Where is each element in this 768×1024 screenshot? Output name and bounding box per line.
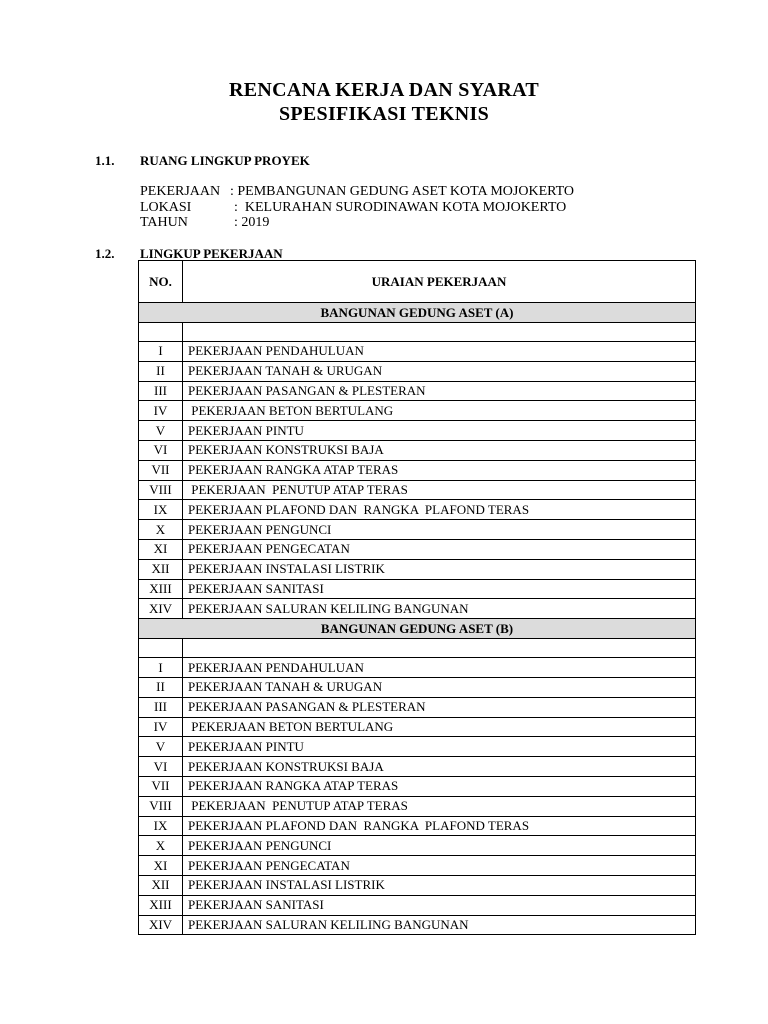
header-no: NO. xyxy=(139,261,183,303)
item-number: VI xyxy=(139,440,183,460)
table-row xyxy=(139,401,696,421)
table-row xyxy=(139,875,696,895)
table-row xyxy=(139,342,696,362)
section-title: RUANG LINGKUP PROYEK xyxy=(140,153,310,168)
item-number: IV xyxy=(139,717,183,737)
item-number: VIII xyxy=(139,796,183,816)
item-number: VI xyxy=(139,757,183,777)
group-title: BANGUNAN GEDUNG ASET (B) xyxy=(139,619,696,639)
table-row xyxy=(139,480,696,500)
item-description: PEKERJAAN PENDAHULUAN xyxy=(183,342,696,362)
item-description: PEKERJAAN PLAFOND DAN RANGKA PLAFOND TERAS xyxy=(183,816,696,836)
item-description: PEKERJAAN RANGKA ATAP TERAS xyxy=(183,776,696,796)
item-number: III xyxy=(139,697,183,717)
item-number: XIV xyxy=(139,915,183,935)
document-title-line1: RENCANA KERJA DAN SYARAT xyxy=(228,79,540,101)
document-title-line2: SPESIFIKASI TEKNIS xyxy=(278,103,490,125)
item-description: PEKERJAAN INSTALASI LISTRIK xyxy=(183,559,696,579)
item-description: PEKERJAAN SALURAN KELILING BANGUNAN xyxy=(183,599,696,619)
section-number: 1.1. xyxy=(95,153,115,168)
blank-cell xyxy=(139,323,183,342)
item-number: XIV xyxy=(139,599,183,619)
table-row xyxy=(139,776,696,796)
table-row xyxy=(139,500,696,520)
table-blank-row xyxy=(139,639,696,658)
table-row xyxy=(139,796,696,816)
section-title: LINGKUP PEKERJAAN xyxy=(140,246,283,261)
table-row xyxy=(139,757,696,777)
item-number: VII xyxy=(139,460,183,480)
item-description: PEKERJAAN BETON BERTULANG xyxy=(183,717,696,737)
project-info-value: 2019 xyxy=(241,215,270,230)
group-title: BANGUNAN GEDUNG ASET (A) xyxy=(139,303,696,323)
project-info-row xyxy=(140,184,574,200)
project-info-value: PEMBANGUNAN GEDUNG ASET KOTA MOJOKERTO xyxy=(237,184,575,199)
item-description: PEKERJAAN SALURAN KELILING BANGUNAN xyxy=(183,915,696,935)
item-description: PEKERJAAN PASANGAN & PLESTERAN xyxy=(183,381,696,401)
item-description: PEKERJAAN PENGECATAN xyxy=(183,856,696,876)
table-row xyxy=(139,856,696,876)
table-row xyxy=(139,697,696,717)
project-info-row xyxy=(140,200,574,216)
item-number: II xyxy=(139,677,183,697)
item-description: PEKERJAAN SANITASI xyxy=(183,895,696,915)
item-description: PEKERJAAN PENUTUP ATAP TERAS xyxy=(183,796,696,816)
work-scope-table xyxy=(138,260,696,935)
table-row xyxy=(139,717,696,737)
item-description: PEKERJAAN BETON BERTULANG xyxy=(183,401,696,421)
table-row xyxy=(139,520,696,540)
table-row xyxy=(139,677,696,697)
project-info-label: TAHUN xyxy=(140,215,188,230)
item-number: V xyxy=(139,737,183,757)
item-number: I xyxy=(139,658,183,678)
item-description: PEKERJAAN PENGUNCI xyxy=(183,836,696,856)
table-row xyxy=(139,658,696,678)
blank-cell xyxy=(183,323,696,342)
project-info-separator: : xyxy=(234,215,242,230)
item-description: PEKERJAAN PINTU xyxy=(183,421,696,441)
item-description: PEKERJAAN PINTU xyxy=(183,737,696,757)
table-row xyxy=(139,559,696,579)
blank-cell xyxy=(183,639,696,658)
item-description: PEKERJAAN TANAH & URUGAN xyxy=(183,361,696,381)
table-row xyxy=(139,381,696,401)
project-info-separator: : xyxy=(234,199,245,215)
item-description: PEKERJAAN PENGECATAN xyxy=(183,539,696,559)
item-number: V xyxy=(139,421,183,441)
item-number: III xyxy=(139,381,183,401)
table-row xyxy=(139,836,696,856)
table-row xyxy=(139,816,696,836)
item-number: IV xyxy=(139,401,183,421)
item-number: XI xyxy=(139,539,183,559)
item-description: PEKERJAAN INSTALASI LISTRIK xyxy=(183,875,696,895)
item-number: XII xyxy=(139,559,183,579)
item-description: PEKERJAAN TANAH & URUGAN xyxy=(183,677,696,697)
item-number: XIII xyxy=(139,895,183,915)
table-row xyxy=(139,579,696,599)
item-number: X xyxy=(139,836,183,856)
project-info-label: PEKERJAAN xyxy=(140,184,221,199)
item-description: PEKERJAAN KONSTRUKSI BAJA xyxy=(183,440,696,460)
item-number: II xyxy=(139,361,183,381)
table-blank-row xyxy=(139,323,696,342)
project-info xyxy=(140,184,574,231)
item-number: XI xyxy=(139,856,183,876)
project-info-separator: : xyxy=(230,184,238,199)
header-description: URAIAN PEKERJAAN xyxy=(183,261,696,303)
item-description: PEKERJAAN PENUTUP ATAP TERAS xyxy=(183,480,696,500)
project-info-label: LOKASI xyxy=(140,199,192,215)
item-number: VIII xyxy=(139,480,183,500)
item-number: X xyxy=(139,520,183,540)
table-row xyxy=(139,361,696,381)
item-description: PEKERJAAN PENDAHULUAN xyxy=(183,658,696,678)
project-info-value: KELURAHAN SURODINAWAN KOTA MOJOKERTO xyxy=(244,199,567,215)
table-row xyxy=(139,895,696,915)
table-header-row xyxy=(139,261,696,303)
table-row xyxy=(139,599,696,619)
item-number: XIII xyxy=(139,579,183,599)
table-group-row xyxy=(139,303,696,323)
item-number: IX xyxy=(139,816,183,836)
table-row xyxy=(139,440,696,460)
item-description: PEKERJAAN SANITASI xyxy=(183,579,696,599)
table-row xyxy=(139,539,696,559)
table-row xyxy=(139,421,696,441)
blank-cell xyxy=(139,639,183,658)
item-description: PEKERJAAN RANGKA ATAP TERAS xyxy=(183,460,696,480)
item-number: IX xyxy=(139,500,183,520)
item-description: PEKERJAAN PENGUNCI xyxy=(183,520,696,540)
item-number: VII xyxy=(139,776,183,796)
item-description: PEKERJAAN PASANGAN & PLESTERAN xyxy=(183,697,696,717)
table-row xyxy=(139,460,696,480)
table-group-row xyxy=(139,619,696,639)
item-number: I xyxy=(139,342,183,362)
item-number: XII xyxy=(139,875,183,895)
table-row xyxy=(139,915,696,935)
table-row xyxy=(139,737,696,757)
item-description: PEKERJAAN KONSTRUKSI BAJA xyxy=(183,757,696,777)
section-number: 1.2. xyxy=(95,246,115,261)
project-info-row xyxy=(140,215,574,231)
item-description: PEKERJAAN PLAFOND DAN RANGKA PLAFOND TERAS xyxy=(183,500,696,520)
